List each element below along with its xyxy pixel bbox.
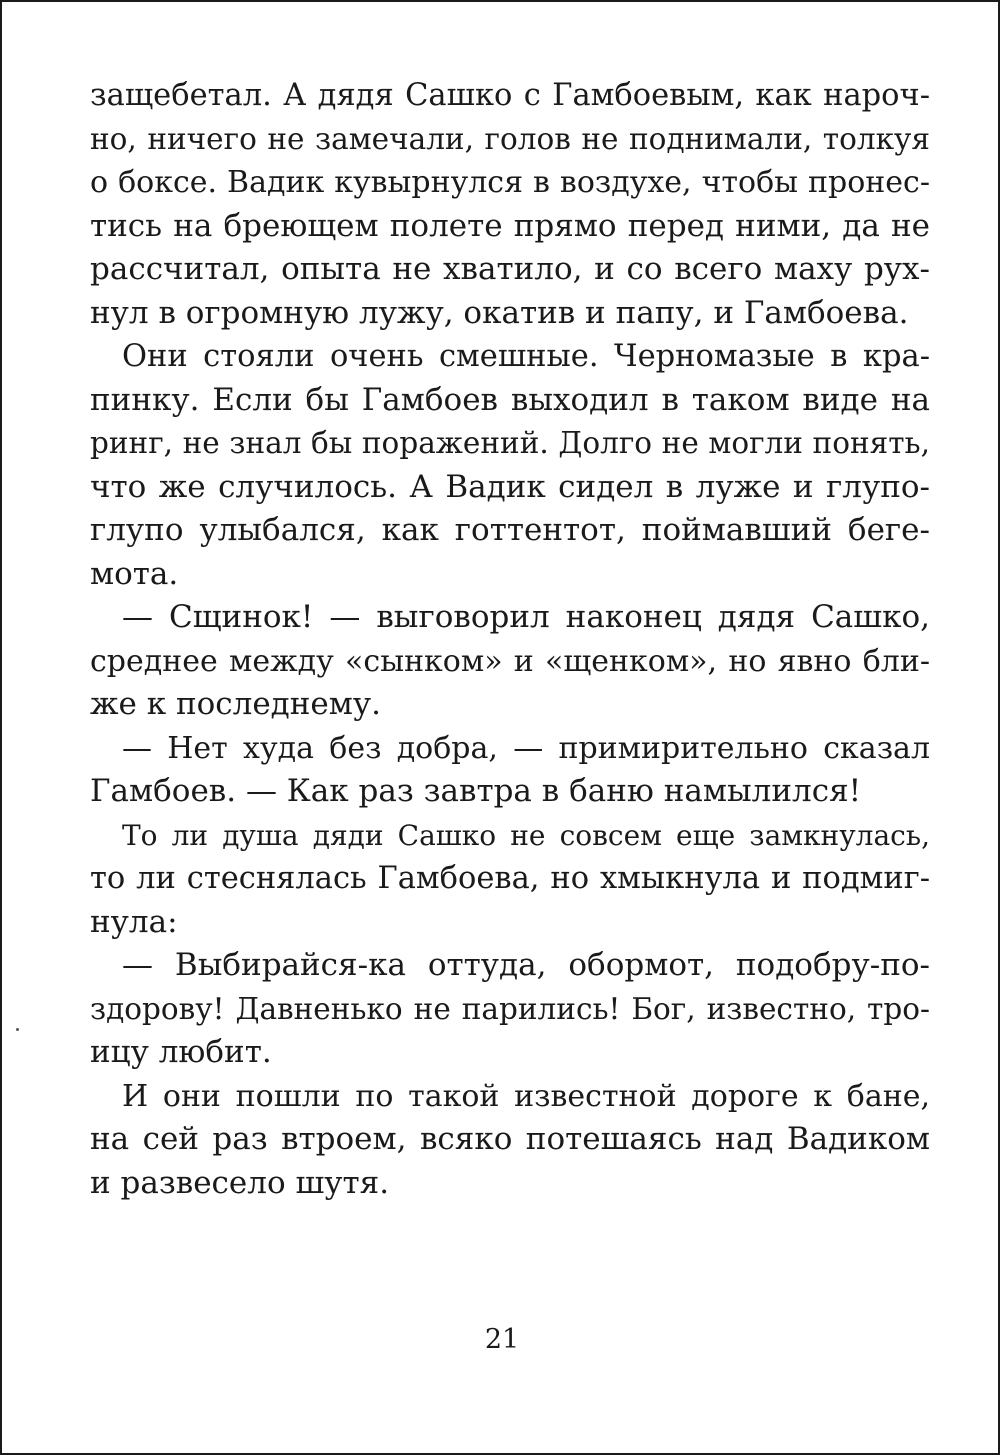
text-line: мота.	[90, 555, 179, 592]
text-line: — Выбирайся-ка оттуда, обормот, подобру-по-	[122, 947, 930, 983]
text-line: и развесело шутя.	[90, 1164, 390, 1201]
text-line: глупо улыбался, как готтентот, поймавший беге-	[90, 512, 930, 548]
text-line: рассчитал, опыта не хватило, и со всего маху рух-	[90, 251, 930, 287]
text-line: пинку. Если бы Гамбоев выходил в таком виде на	[90, 381, 930, 418]
page-number: 21	[484, 1324, 520, 1355]
text-line: что же случилось. А Вадик сидел в луже и глупо-	[90, 468, 930, 505]
text-line: То ли душа дяди Сашко не совсем еще замкнулась,	[122, 818, 930, 852]
text-line: но, ничего не замечали, голов не поднимали, толкуя	[90, 121, 930, 156]
text-line: здорову! Давненько не парились! Бог, известно, тро-	[90, 991, 930, 1026]
text-line: на сей раз втроем, всяко потешаясь над Вадиком	[90, 1121, 930, 1157]
text-line: И они пошли по такой известной дороге к бане,	[122, 1078, 930, 1114]
text-line: же к последнему.	[90, 686, 381, 722]
text-line: ринг, не знал бы поражений. Долго не могли понять,	[90, 426, 930, 460]
text-line: защебетал. А дядя Сашко с Гамбоевым, как нароч-	[90, 78, 930, 113]
text-line: нул в огромную лужу, окатив и папу, и Гамбоева.	[90, 294, 909, 331]
text-line: нула:	[90, 903, 178, 940]
text-line: тись на бреющем полете прямо перед ними, да не	[90, 207, 930, 244]
text-line: о боксе. Вадик кувырнулся в воздухе, чтобы пронес-	[90, 165, 930, 200]
text-line: то ли стеснялась Гамбоева, но хмыкнула и подмиг-	[90, 861, 930, 896]
text-line: — Сщинок! — выговорил наконец дядя Сашко,	[122, 599, 930, 635]
body-text	[90, 74, 930, 1205]
print-speck	[16, 1028, 19, 1031]
text-line: Они стояли очень смешные. Черномазые в кра-	[122, 339, 930, 374]
text-line: среднее между «сынком» и «щенком», но явно бли-	[90, 643, 930, 679]
text-line: — Нет худа без добра, — примирительно сказал	[122, 730, 930, 766]
text-line: ицу любит.	[90, 1034, 272, 1070]
text-line: Гамбоев. — Как раз завтра в баню намылился!	[90, 773, 862, 809]
